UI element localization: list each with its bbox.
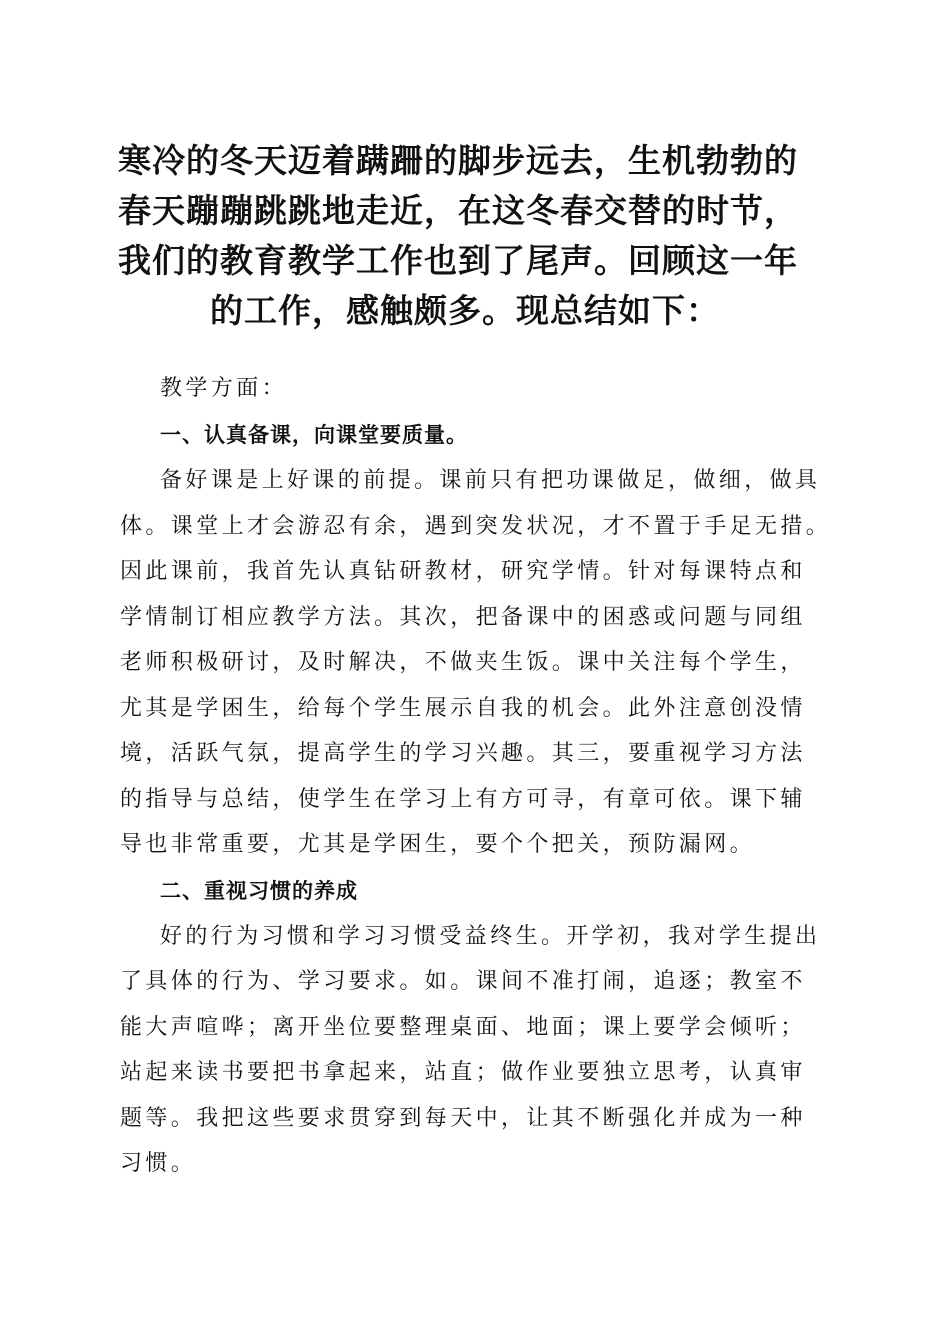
section-heading-1: 一、认真备课，向课堂要质量。 — [160, 423, 468, 447]
paragraph-2 — [120, 914, 850, 1187]
paragraph-line: 能大声喧哗；离开坐位要整理桌面、地面；课上要学会倾听； — [120, 1014, 806, 1040]
paragraph-line: 老师积极研讨，及时解决，不做夹生饭。课中关注每个学生， — [120, 650, 806, 675]
paragraph-line: 备好课是上好课的前提。课前只有把功课做足，做细，做具 — [160, 468, 821, 493]
section-label: 教学方面： — [160, 376, 288, 401]
title-line: 的工作，感触颇多。现总结如下： — [210, 291, 720, 330]
title-line: 寒冷的冬天迈着蹒跚的脚步远去，生机勃勃的 — [118, 141, 798, 180]
title-line: 我们的教育教学工作也到了尾声。回顾这一年 — [118, 241, 798, 280]
paragraph-line: 的指导与总结，使学生在学习上有方可寻，有章可依。课下辅 — [120, 786, 806, 812]
paragraph-line: 了具体的行为、学习要求。如。课间不准打闹，追逐；教室不 — [120, 969, 806, 994]
paragraph-line: 因此课前，我首先认真钻研教材，研究学情。针对每课特点和 — [120, 559, 806, 584]
paragraph-line: 站起来读书要把书拿起来，站直；做作业要独立思考，认真审 — [120, 1060, 806, 1085]
paragraph-line: 学情制订相应教学方法。其次，把备课中的困惑或问题与同组 — [120, 604, 806, 630]
paragraph-line: 题等。我把这些要求贯穿到每天中，让其不断强化并成为一种 — [120, 1105, 806, 1131]
document-title — [118, 136, 832, 336]
title-line: 春天蹦蹦跳跳地走近，在这冬春交替的时节， — [118, 191, 798, 230]
paragraph-line: 境，活跃气氛，提高学生的学习兴趣。其三，要重视学习方法 — [120, 741, 806, 766]
paragraph-line: 习惯。 — [120, 1151, 197, 1176]
paragraph-1 — [120, 458, 850, 868]
document-body — [120, 366, 850, 1187]
paragraph-line: 导也非常重要，尤其是学困生，要个个把关，预防漏网。 — [120, 832, 756, 857]
section-heading-2: 二、重视习惯的养成 — [160, 878, 358, 903]
paragraph-line: 好的行为习惯和学习习惯受益终生。开学初，我对学生提出 — [160, 923, 821, 949]
paragraph-line: 体。课堂上才会游忍有余，遇到突发状况，才不置于手足无措。 — [120, 513, 832, 539]
paragraph-line: 尤其是学困生，给每个学生展示自我的机会。此外注意创没情 — [120, 695, 806, 721]
